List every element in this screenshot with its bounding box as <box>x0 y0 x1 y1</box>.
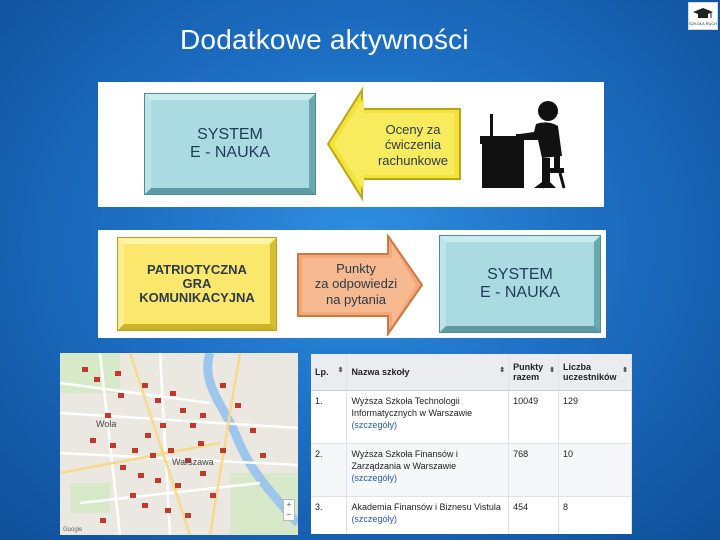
map-city-label: Warszawa <box>172 457 214 467</box>
details-link[interactable]: (szczegóły) <box>351 514 397 525</box>
cell-points: 10049 <box>509 391 559 444</box>
cell-points: 454 <box>509 497 559 535</box>
map-district-label: Wola <box>96 419 117 429</box>
header-points[interactable]: Punkty razem ⬍ <box>509 354 559 391</box>
sort-icon[interactable]: ⬍ <box>337 367 344 374</box>
table-row <box>311 444 632 497</box>
cell-lp: 2. <box>311 444 347 497</box>
diagram-panel-grades <box>98 82 604 207</box>
header-participants[interactable]: Liczba uczestników ⬍ <box>559 354 632 391</box>
cell-participants: 129 <box>559 391 632 444</box>
diagram-panel-points <box>98 230 606 338</box>
cell-lp: 3. <box>311 497 347 535</box>
cell-participants: 8 <box>559 497 632 535</box>
sort-icon[interactable]: ⬍ <box>549 367 556 374</box>
cell-school-name: Wyższa Szkoła Finansów i Zarządzania w Warszawie (szczegóły) <box>347 444 509 497</box>
sort-icon[interactable]: ⬍ <box>499 367 506 374</box>
header-school-name[interactable]: Nazwa szkoły ⬍ <box>347 354 509 391</box>
ranking-table <box>311 354 632 534</box>
logo <box>688 2 718 30</box>
schools-map[interactable] <box>60 353 298 535</box>
logo-text: SZKOŁA RUCH <box>688 20 718 26</box>
cell-participants: 10 <box>559 444 632 497</box>
ranking-table-panel <box>311 354 632 534</box>
system-e-nauka-box: SYSTEM E - NAUKA <box>145 94 315 194</box>
table-row <box>311 497 632 535</box>
map-canvas <box>60 353 298 535</box>
header-lp[interactable]: Lp. ⬍ <box>311 354 347 391</box>
map-attribution: Google <box>63 527 83 533</box>
table-header-row <box>311 354 632 391</box>
slide-title: Dodatkowe aktywności <box>180 24 469 55</box>
cell-points: 768 <box>509 444 559 497</box>
system-e-nauka-box-2: SYSTEM E - NAUKA <box>440 236 600 332</box>
sort-icon[interactable]: ⬍ <box>622 367 628 374</box>
person-at-computer-icon <box>476 96 576 192</box>
table-row <box>311 391 632 444</box>
details-link[interactable]: (szczegóły) <box>351 473 397 484</box>
details-link[interactable]: (szczegóły) <box>351 420 397 431</box>
map-zoom-control[interactable]: + − <box>283 499 295 521</box>
patriotic-game-box: PATRIOTYCZNA GRA KOMUNIKACYJNA <box>118 238 276 330</box>
cell-lp: 1. <box>311 391 347 444</box>
points-arrow-label: Punkty za odpowiedzi na pytania <box>314 260 398 307</box>
grades-arrow-label: Oceny za ćwiczenia rachunkowe <box>377 121 449 168</box>
cell-school-name: Akademia Finansów i Biznesu Vistula (szczegóły) <box>347 497 509 535</box>
graduation-cap-icon <box>692 7 714 21</box>
cell-school-name: Wyższa Szkoła Technologii Informatycznych w Warszawie (szczegóły) <box>347 391 509 444</box>
